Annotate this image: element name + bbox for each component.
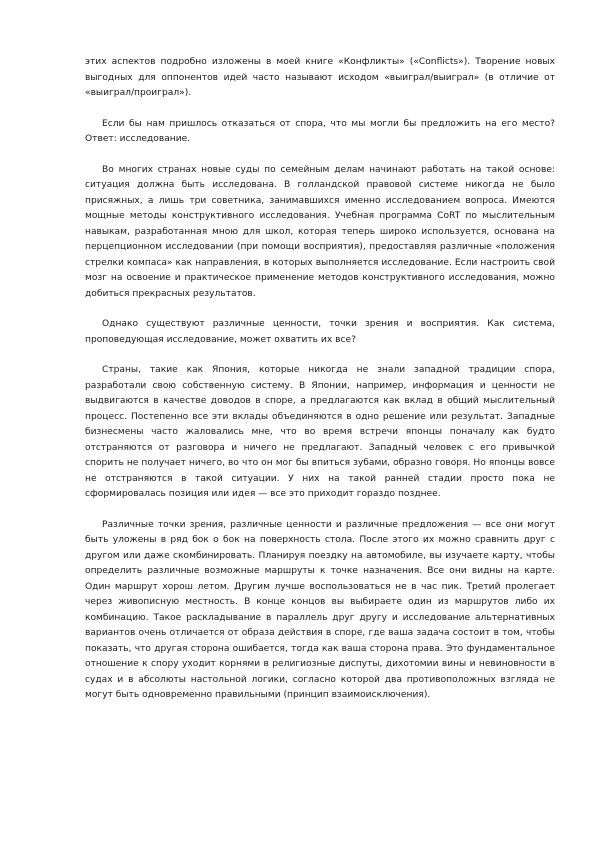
paragraph-parallel-thinking: Различные точки зрения, различные ценности и различные предложения — все они могут быть уложены в ряд бок о бок на поверхность стола. После этого их можно сравнить друг с другом или даже скомбинировать. Планируя поездку на автомобиле, вы изучаете карту, чтобы определить различные возможные маршруты к точке назначения. Все они видны на карте. Один маршрут хорош летом. Другим лучше воспользоваться не в час пик. Третий пролегает через живописную местность. В конце концов вы выбираете один из маршрутов либо их комбинацию. Такое раскладывание в параллель друг другу и исследование альтернативных вариантов очень отличается от образа действия в споре, где ваша задача состоит в том, чтобы показать, что другая сторона ошибается, тогда как ваша сторона права. Это фундаментальное отношение к спору уходит корнями в религиозные диспуты, дихотомии вины и невиновности в судах и в абсолюты настольной логики, согласно которой два противоположных взгляда не могут быть одновременно правильными (принцип взаимоисключения). — [85, 519, 555, 700]
paragraph-values-question: Однако существуют различные ценности, точки зрения и восприятия. Как система, проповедующая исследование, может охватить их все? — [85, 319, 555, 345]
paragraph-japan: Страны, такие как Япония, которые никогда не знали западной традиции спора, разработали свою собственную систему. В Японии, например, информация и ценности не выдвигаются в качестве доводов в споре, а предлагаются как вклад в общий мыслительный процесс. Постепенно все эти вклады объединяются в одно решение или результат. Западные бизнесмены часто жаловались мне, что во время встречи японцы поначалу как будто отстраняются от разговора и ничего не предлагают. Западный человек с его привычкой спорить не получает ничего, во что он мог бы впиться зубами, образно говоря. Но японцы вовсе не отстраняются в такой ситуации. У них на такой ранней стадии просто пока не сформировалась позиция или идея — все это приходит гораздо позднее. — [85, 365, 555, 499]
document-page — [85, 55, 555, 719]
paragraph-question-dispute: Если бы нам пришлось отказаться от спора, что мы могли бы предложить на его место? Ответ: исследование. — [85, 118, 555, 144]
paragraph-continuation: этих аспектов подробно изложены в моей книге «Конфликты» («Conflicts»). Творение новых выгодных для оппонентов идей часто называют исходом «выиграл/выиграл» (в отличие от «выиграл/проиграл»). — [85, 57, 555, 98]
paragraph-family-courts: Во многих странах новые суды по семейным делам начинают работать на такой основе: ситуация должна быть исследована. В голландской правовой системе никогда не было присяжных, а лишь три советника, занимавшихся именно исследованием вопроса. Имеются мощные методы конструктивного исследования. Учебная программа CoRT по мыслительным навыкам, разработанная мною для школ, которая теперь широко используется, основана на перцепционном исследовании (при помощи восприятия), предоставляя различные «положения стрелки компаса» как направления, в которых выполняется исследование. Если настроить свой мозг на освоение и практическое применение методов конструктивного исследования, можно добиться прекрасных результатов. — [85, 164, 555, 299]
